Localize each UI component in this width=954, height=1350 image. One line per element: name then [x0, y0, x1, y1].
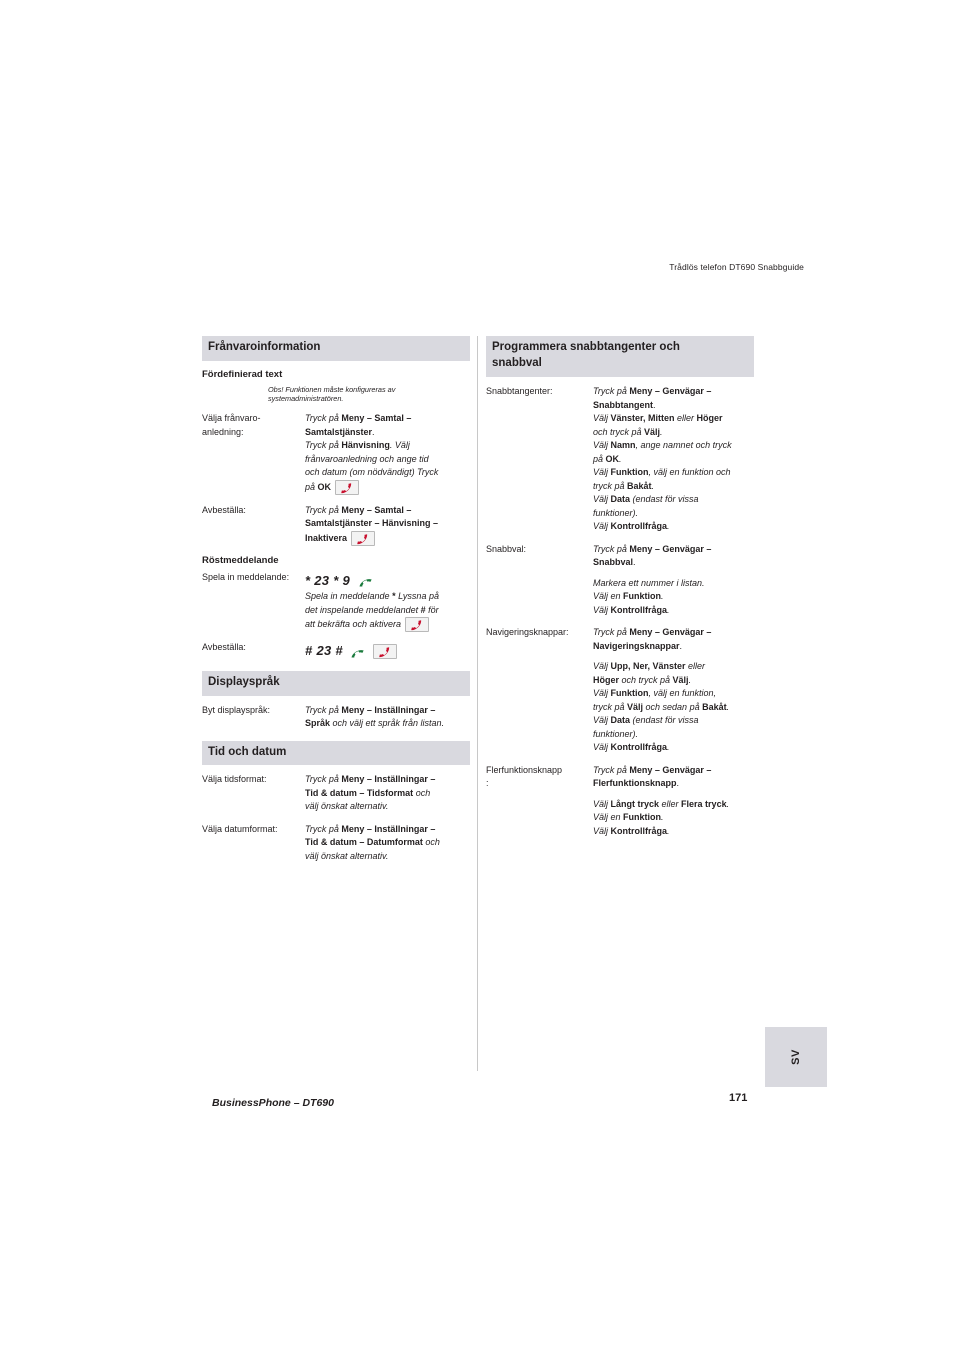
row-value — [305, 412, 470, 495]
text-fragment: eller — [674, 413, 697, 424]
note-admin-config: Obs! Funktionen måste konfigureras av systemadministratören. — [268, 384, 396, 403]
text-fragment: . — [633, 557, 636, 568]
text-fragment: och sedan på — [643, 701, 703, 712]
text-fragment: och välj ett språk från listan. — [330, 718, 445, 728]
subheading-fordefinierad-text: Fördefinierad text — [202, 368, 283, 380]
row-value — [593, 626, 754, 755]
row-snabbtangenter — [486, 385, 754, 534]
row-avbestalla-rostmeddelande — [202, 641, 470, 661]
text-fragment: Bakåt — [627, 480, 652, 491]
text-fragment: . — [661, 812, 664, 823]
text-fragment: eller — [685, 661, 706, 672]
text-fragment: Flerfunktionsknapp — [593, 778, 677, 789]
row-label — [202, 412, 305, 495]
spacer — [593, 570, 754, 577]
text-fragment: välj önskat alternativ. — [305, 801, 389, 812]
language-tab-sv — [765, 1027, 827, 1087]
text-fragment: . — [660, 426, 663, 437]
text-fragment: tryck på — [593, 701, 628, 712]
text-fragment: Funktion — [610, 688, 649, 699]
text-fragment: Höger — [696, 413, 723, 424]
text-fragment: Välj — [593, 798, 611, 809]
dial-code: * 23 * 9 — [305, 572, 351, 588]
text-fragment: Snabbtangent — [593, 399, 653, 410]
text-fragment: Meny – Inställningar – — [341, 704, 436, 715]
text-fragment: Kontrollfråga — [610, 742, 668, 753]
text-fragment: det inspelande meddelandet — [305, 604, 421, 615]
text-fragment: . — [372, 426, 375, 437]
row-value — [593, 764, 754, 839]
text-fragment: Långt tryck — [610, 798, 660, 809]
subheading-rostmeddelande: Röstmeddelande — [202, 554, 279, 566]
text-fragment: # — [420, 604, 426, 615]
text-fragment: Tryck på — [305, 413, 342, 424]
text-fragment: Tryck på — [305, 823, 342, 834]
row-value — [593, 385, 754, 534]
text-fragment: Välj — [593, 825, 611, 836]
offhook-phone-icon — [354, 574, 376, 587]
hangup-phone-icon — [335, 480, 359, 495]
text-fragment: Flera tryck — [681, 798, 727, 809]
text-fragment: Meny – Genvägar – — [629, 627, 712, 638]
row-label-text: Flerfunktionsknapp : — [486, 764, 563, 788]
row-snabbval — [486, 543, 754, 618]
text-fragment: * — [392, 591, 396, 602]
text-fragment: Data — [610, 494, 631, 505]
footer-page-number: 171 — [729, 1092, 748, 1104]
text-fragment: Meny – Genvägar – — [629, 764, 712, 775]
text-fragment: . — [676, 778, 680, 789]
text-fragment: och — [413, 787, 431, 798]
row-label: Välja datumformat: — [202, 823, 278, 834]
text-fragment: . — [667, 604, 670, 615]
text-fragment: Tryck på — [305, 440, 342, 451]
text-fragment: . Välj — [389, 440, 410, 451]
row-label: Välja tidsformat: — [202, 774, 267, 785]
text-fragment: . — [661, 591, 664, 602]
text-fragment: Välj — [593, 467, 611, 478]
text-fragment: Spela in meddelande — [305, 591, 393, 602]
row-label — [486, 764, 593, 839]
text-fragment: (endast för vissa — [630, 494, 699, 505]
row-value — [593, 543, 754, 618]
spacer — [593, 653, 754, 660]
hangup-phone-icon — [405, 617, 429, 632]
text-fragment: och tryck på — [593, 426, 645, 437]
text-fragment: funktioner). — [593, 728, 639, 739]
row-avbestalla-hanvisning — [202, 504, 470, 546]
text-fragment: . — [651, 480, 655, 491]
offhook-phone-icon — [346, 645, 368, 658]
text-fragment: Funktion — [623, 591, 662, 602]
row-label: Navigeringsknappar: — [486, 627, 569, 638]
text-fragment: Välj — [644, 426, 661, 437]
text-fragment: Meny – Genvägar – — [629, 543, 712, 554]
text-fragment: Upp, Ner, Vänster — [610, 661, 686, 672]
row-value — [305, 504, 470, 546]
text-fragment: för — [425, 604, 439, 615]
text-fragment: Kontrollfråga — [610, 521, 668, 532]
text-fragment: , välj en funktion och — [648, 467, 731, 478]
text-fragment: Höger — [593, 674, 620, 685]
text-fragment: . — [688, 674, 692, 685]
text-fragment: . — [653, 399, 656, 410]
row-value — [305, 641, 470, 661]
row-label-text: Välja frånvaro- anledning: — [202, 413, 261, 437]
text-fragment: Tryck på — [593, 386, 630, 397]
text-fragment: Snabbval — [593, 557, 634, 568]
text-fragment: Meny – Samtal – — [341, 504, 412, 515]
text-fragment: Kontrollfråga — [610, 604, 668, 615]
text-fragment: tryck på — [593, 480, 628, 491]
row-value — [305, 823, 470, 864]
text-fragment: och datum (om nödvändigt) Tryck — [305, 467, 439, 478]
section-heading-tid-och-datum: Tid och datum — [202, 741, 470, 766]
text-fragment: Välj — [593, 440, 611, 451]
right-column — [486, 336, 754, 847]
text-fragment: på — [305, 481, 318, 492]
row-label: Byt displayspråk: — [202, 704, 271, 715]
text-fragment: . — [667, 825, 670, 836]
text-fragment: Tryck på — [305, 504, 342, 515]
text-fragment: Välj — [627, 701, 644, 712]
text-fragment: Välj — [593, 688, 611, 699]
section-heading-line-1: Programmera snabbtangenter och — [492, 341, 680, 353]
row-label: Avbeställa: — [202, 504, 246, 515]
text-fragment: på — [593, 453, 606, 464]
text-fragment: OK — [605, 453, 620, 464]
text-fragment: Tryck på — [593, 543, 630, 554]
row-label: Snabbval: — [486, 543, 527, 554]
row-value — [305, 571, 470, 633]
text-fragment: Tryck på — [593, 627, 630, 638]
row-flerfunktionsknapp — [486, 764, 754, 839]
text-fragment: Bakåt — [702, 701, 727, 712]
page-header-note: Trådlös telefon DT690 Snabbguide — [669, 262, 804, 272]
text-fragment: Välj — [593, 661, 611, 672]
row-label: Spela in meddelande: — [202, 571, 290, 582]
text-fragment: Tryck på — [305, 774, 342, 785]
text-fragment: Inaktivera — [305, 532, 348, 543]
text-fragment: Tryck på — [593, 764, 630, 775]
text-fragment: Tryck på — [305, 704, 342, 715]
row-label: Snabbtangenter: — [486, 386, 553, 397]
text-fragment: Data — [610, 715, 631, 726]
section-heading-displaysprak: Displayspråk — [202, 671, 470, 696]
section-heading-programmera-snabbtangenter — [486, 336, 754, 377]
text-fragment: att bekräfta och aktivera — [305, 619, 402, 630]
footer-product-name: BusinessPhone – DT690 — [212, 1097, 334, 1109]
row-valja-franvaroanledning — [202, 412, 470, 495]
spacer — [593, 791, 754, 798]
text-fragment: frånvaroanledning och ange tid — [305, 453, 429, 464]
text-fragment: eller — [659, 798, 682, 809]
column-divider — [477, 336, 478, 1071]
row-byt-displaysprak — [202, 704, 470, 731]
text-fragment: Samtalstjänster — [305, 426, 373, 437]
left-column — [202, 336, 470, 872]
text-fragment: . — [726, 798, 730, 809]
row-label: Avbeställa: — [202, 642, 246, 653]
text-fragment: OK — [317, 481, 332, 492]
text-fragment: , välj en funktion, — [648, 688, 717, 699]
dial-code: # 23 # — [305, 643, 343, 659]
section-heading-line-2: snabbval — [492, 356, 542, 369]
text-fragment: . — [679, 640, 683, 651]
text-fragment: Kontrollfråga — [610, 825, 668, 836]
text-fragment: . — [726, 701, 730, 712]
text-fragment: Meny – Inställningar – — [341, 823, 436, 834]
text-fragment: Välj — [672, 674, 689, 685]
text-fragment: Välj — [593, 604, 611, 615]
text-fragment: Funktion — [623, 812, 662, 823]
row-spela-in-meddelande — [202, 571, 470, 633]
text-fragment: Markera ett nummer i listan. — [593, 577, 705, 588]
hangup-phone-icon — [373, 644, 397, 659]
text-fragment: välj önskat alternativ. — [305, 850, 389, 861]
text-fragment: funktioner). — [593, 507, 639, 518]
text-fragment: Lyssna på — [395, 591, 439, 602]
row-navigeringsknappar — [486, 626, 754, 755]
text-fragment: Välj en — [593, 812, 624, 823]
section-heading-franvaroinformation: Frånvaroinformation — [202, 336, 470, 361]
text-fragment: (endast för vissa — [630, 715, 699, 726]
text-fragment: Namn — [610, 440, 636, 451]
row-valja-datumformat — [202, 823, 470, 864]
text-fragment: Vänster, Mitten — [610, 413, 675, 424]
text-fragment: och tryck på — [619, 674, 673, 685]
text-fragment: . — [619, 453, 622, 464]
row-valja-tidsformat — [202, 773, 470, 814]
text-fragment: Välj — [593, 521, 611, 532]
text-fragment: Hänvisning — [341, 440, 390, 451]
text-fragment: Samtalstjänster – Hänvisning – — [305, 518, 439, 529]
text-fragment: Språk — [305, 718, 331, 728]
text-fragment: Navigeringsknappar — [593, 640, 680, 651]
language-tab-label: SV — [790, 1049, 802, 1065]
text-fragment: Välj — [593, 413, 611, 424]
text-fragment: Välj en — [593, 591, 624, 602]
text-fragment: Välj — [593, 742, 611, 753]
row-value — [305, 773, 470, 814]
text-fragment: Funktion — [610, 467, 649, 478]
hangup-phone-icon — [351, 531, 375, 546]
text-fragment: . — [667, 521, 670, 532]
text-fragment: Välj — [593, 494, 611, 505]
text-fragment: . — [667, 742, 670, 753]
text-fragment: Meny – Samtal – — [341, 413, 412, 424]
text-fragment: , ange namnet och tryck — [635, 440, 732, 451]
text-fragment: Meny – Inställningar – — [341, 774, 436, 785]
text-fragment: Tid & datum – Datumformat — [305, 837, 423, 848]
text-fragment: och — [422, 837, 440, 848]
text-fragment: Välj — [593, 715, 611, 726]
row-value — [305, 704, 470, 731]
text-fragment: Meny – Genvägar – — [629, 386, 712, 397]
text-fragment: Tid & datum – Tidsformat — [305, 787, 414, 798]
